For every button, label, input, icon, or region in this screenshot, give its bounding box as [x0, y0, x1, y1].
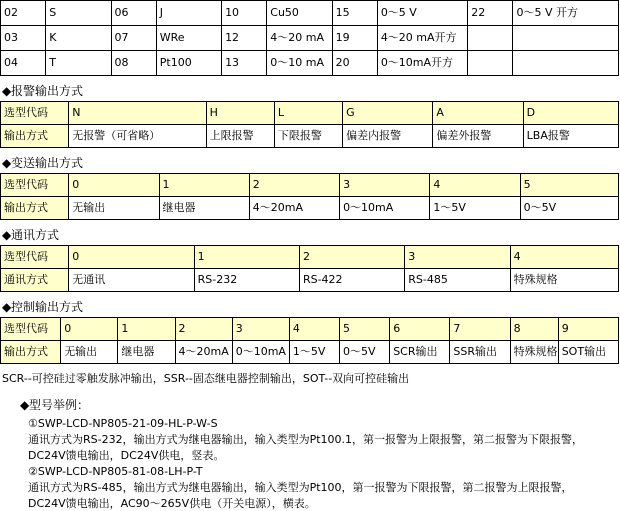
value-cell: 下限报警 — [274, 125, 342, 148]
section-title-control — [2, 298, 620, 315]
value-cell: 1～5V — [289, 341, 339, 364]
value-cell: 0～10mA — [340, 197, 430, 220]
cell: WRe — [156, 26, 221, 51]
value-cell: RS-232 — [194, 269, 299, 292]
example-desc-2-line-1: 通讯方式为RS-485，输出方式为继电器输出，输入类型为Pt100，第一报警为下限报警，第二报警为上限报警， — [28, 481, 573, 494]
legend-note: SCR--可控硅过零触发脉冲输出，SSR--固态继电器控制输出，SOT--双向可控硅输出 — [2, 372, 410, 385]
cell: 10 — [222, 1, 267, 26]
example-model-1: ①SWP-LCD-NP805-21-09-HL-P-W-S — [28, 417, 218, 430]
table-row — [1, 197, 619, 220]
value-cell: RS-422 — [299, 269, 404, 292]
cell — [513, 26, 619, 51]
value-cell: 无报警（可省略） — [69, 125, 206, 148]
control-output-table — [0, 317, 619, 364]
code-cell: 0 — [69, 246, 194, 269]
value-cell: 特殊规格 — [510, 269, 618, 292]
row-header: 输出方式 — [1, 125, 69, 148]
code-cell: 0 — [69, 174, 159, 197]
cell — [513, 51, 619, 76]
row-header: 输出方式 — [1, 341, 61, 364]
cell: 15 — [332, 1, 377, 26]
bullet-icon: ◆ — [2, 156, 12, 170]
table-row-header — [1, 246, 619, 269]
code-cell: 6 — [390, 318, 450, 341]
code-cell: 2 — [249, 174, 339, 197]
example-desc-1-line-1: 通讯方式为RS-232，输出方式为继电器输出，输入类型为Pt100.1，第一报警为上限报警，第二报警为下限报警， — [28, 433, 584, 446]
value-cell: 继电器 — [159, 197, 249, 220]
cell: 08 — [111, 51, 156, 76]
cell — [468, 26, 513, 51]
code-cell: 9 — [558, 318, 618, 341]
code-cell: 4 — [289, 318, 339, 341]
bullet-icon: ◆ — [2, 300, 12, 314]
section-title-text: 报警输出方式 — [11, 84, 84, 98]
cell: 07 — [111, 26, 156, 51]
communication-table — [0, 245, 619, 292]
value-cell: 特殊规格 — [510, 341, 558, 364]
code-cell: 1 — [118, 318, 175, 341]
value-cell: SSR输出 — [450, 341, 510, 364]
cell: Pt100 — [156, 51, 221, 76]
value-cell: SCR输出 — [390, 341, 450, 364]
code-cell: 5 — [340, 318, 390, 341]
value-cell: 偏差内报警 — [343, 125, 433, 148]
value-cell: 继电器 — [118, 341, 175, 364]
code-cell: 4 — [430, 174, 520, 197]
code-cell: 2 — [299, 246, 404, 269]
cell: 0～10 mA — [267, 51, 332, 76]
cell: 0～5 V 开方 — [513, 1, 619, 26]
code-cell: 7 — [450, 318, 510, 341]
table-row — [1, 125, 619, 148]
code-cell: G — [343, 102, 433, 125]
transmit-output-table — [0, 173, 619, 220]
cell: 13 — [222, 51, 267, 76]
cell: 03 — [1, 26, 46, 51]
code-cell: 5 — [520, 174, 618, 197]
row-header: 选型代码 — [1, 246, 69, 269]
example-model-2: ②SWP-LCD-NP805-81-08-LH-P-T — [28, 465, 203, 478]
value-cell: 偏差外报警 — [433, 125, 523, 148]
code-cell: 3 — [405, 246, 510, 269]
example-desc-2-line-2: DC24V馈电输出，AC90～265V供电（开关电源），横表。 — [28, 497, 316, 510]
table-row-header — [1, 318, 619, 341]
bullet-icon: ◆ — [2, 228, 12, 242]
cell: 19 — [332, 26, 377, 51]
code-cell: 8 — [510, 318, 558, 341]
cell: 0～5 V — [377, 1, 467, 26]
examples-title — [20, 396, 620, 413]
row-header: 输出方式 — [1, 197, 69, 220]
cell: T — [46, 51, 111, 76]
cell: 0～10mA开方 — [377, 51, 467, 76]
value-cell: 无输出 — [61, 341, 118, 364]
example-desc-1-line-2: DC24V馈电输出，DC24V供电，竖表。 — [28, 449, 225, 462]
value-cell: 1～5V — [430, 197, 520, 220]
cell: S — [46, 1, 111, 26]
code-cell: L — [274, 102, 342, 125]
code-cell: H — [206, 102, 274, 125]
row-header: 通讯方式 — [1, 269, 69, 292]
code-cell: 0 — [61, 318, 118, 341]
table-row-header — [1, 174, 619, 197]
code-cell: A — [433, 102, 523, 125]
cell: 20 — [332, 51, 377, 76]
value-cell: RS-485 — [405, 269, 510, 292]
table-row — [1, 51, 619, 76]
input-type-rows — [1, 1, 619, 76]
code-cell: 3 — [232, 318, 289, 341]
section-title-transmit — [2, 154, 620, 171]
value-cell: SOT输出 — [558, 341, 618, 364]
section-title-text: 通讯方式 — [11, 228, 60, 242]
section-title-text: 变送输出方式 — [11, 156, 84, 170]
value-cell: LBA报警 — [523, 125, 618, 148]
cell: 12 — [222, 26, 267, 51]
table-row — [1, 269, 619, 292]
value-cell: 无通讯 — [69, 269, 194, 292]
alarm-output-table — [0, 101, 619, 148]
section-title-comm — [2, 226, 620, 243]
value-cell: 4～20mA — [175, 341, 232, 364]
cell: Cu50 — [267, 1, 332, 26]
code-cell: 1 — [159, 174, 249, 197]
cell: 22 — [468, 1, 513, 26]
cell: 4～20 mA — [267, 26, 332, 51]
value-cell: 0～10mA — [232, 341, 289, 364]
code-cell: N — [69, 102, 206, 125]
cell: 04 — [1, 51, 46, 76]
cell: J — [156, 1, 221, 26]
value-cell: 0～5V — [520, 197, 618, 220]
value-cell: 4～20mA — [249, 197, 339, 220]
code-cell: 1 — [194, 246, 299, 269]
examples-title-text: 型号举例： — [29, 398, 90, 412]
table-row-header — [1, 102, 619, 125]
section-title-text: 控制输出方式 — [11, 300, 84, 314]
row-header: 选型代码 — [1, 102, 69, 125]
table-row — [1, 26, 619, 51]
input-type-table — [0, 0, 619, 76]
cell: 06 — [111, 1, 156, 26]
code-cell: D — [523, 102, 618, 125]
row-header: 选型代码 — [1, 318, 61, 341]
code-cell: 2 — [175, 318, 232, 341]
value-cell: 0～5V — [340, 341, 390, 364]
section-title-alarm — [2, 82, 620, 99]
row-header: 选型代码 — [1, 174, 69, 197]
value-cell: 无输出 — [69, 197, 159, 220]
cell: 4～20 mA开方 — [377, 26, 467, 51]
cell — [468, 51, 513, 76]
code-cell: 4 — [510, 246, 618, 269]
bullet-icon: ◆ — [2, 84, 12, 98]
table-row — [1, 341, 619, 364]
table-row — [1, 1, 619, 26]
cell: 02 — [1, 1, 46, 26]
code-cell: 3 — [340, 174, 430, 197]
value-cell: 上限报警 — [206, 125, 274, 148]
cell: K — [46, 26, 111, 51]
bullet-icon: ◆ — [20, 398, 30, 412]
